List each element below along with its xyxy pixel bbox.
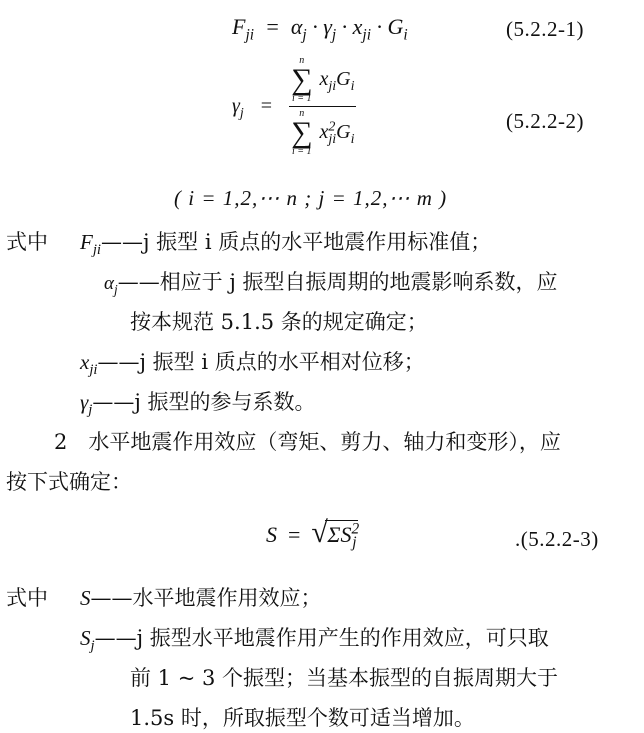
- where-label-1: 式中: [6, 230, 48, 254]
- equation-5-2-2-3: S = √ $\Sigma S^2_j$: [266, 516, 360, 552]
- def-fji: $F_{ji}——j$ 振型 i 质点的水平地震作用标准值；: [80, 230, 492, 259]
- def-sj: $S_j——j$ 振型水平地震作用产生的作用效应，可只取: [80, 626, 549, 655]
- equation-number-3: .(5.2.2-3): [515, 527, 599, 551]
- equation-5-2-2-1: $F_{ji} = \alpha_j \cdot \gamma_j \cdot x_{ji} \cdot G_i$: [232, 14, 408, 44]
- def-sj-text-2: 前 1 ~ 3 个振型；当基本振型的自振周期大于: [130, 666, 559, 690]
- def-gammaj: $\gamma_j——j$ 振型的参与系数。: [80, 390, 316, 419]
- def-xji-text: ——j 振型 i 质点的水平相对位移；: [97, 350, 425, 374]
- def-fji-text: ——j 振型 i 质点的水平地震作用标准值；: [101, 230, 492, 254]
- equation-number-2: (5.2.2-2): [506, 109, 584, 133]
- def-sj-text-1: ——j 振型水平地震作用产生的作用效应，可只取: [94, 626, 549, 650]
- where-label-2: 式中: [6, 586, 48, 610]
- def-s-text: ——水平地震作用效应；: [90, 586, 322, 610]
- paragraph-2-line-1: 2 水平地震作用效应（弯矩、剪力、轴力和变形），应: [54, 430, 561, 454]
- def-s: S——水平地震作用效应；: [80, 586, 322, 610]
- def-sj-text-3: 1.5s 时，所取振型个数可适当增加。: [130, 706, 475, 730]
- paragraph-2-line-2: 按下式确定：: [6, 470, 132, 494]
- equation-5-2-2-2: $\gamma_j$ = n ∑ i = 1 $x_{ji}G_i$ n ∑ i = 1 $x^2_{ji}G_i$: [232, 55, 355, 157]
- def-aj: $\alpha_j——$相应于 j 振型自振周期的地震影响系数，应: [104, 270, 558, 297]
- def-gammaj-text: ——j 振型的参与系数。: [92, 390, 316, 414]
- def-aj-text-1: ——相应于 j 振型自振周期的地震影响系数，应: [117, 270, 558, 294]
- equation-number-1: (5.2.2-1): [506, 17, 584, 41]
- def-aj-text-2: 按本规范 5.1.5 条的规定确定；: [130, 310, 428, 334]
- index-range: ( i = 1,2,⋯ n ; j = 1,2,⋯ m ): [174, 186, 448, 210]
- def-xji: $x_{ji}——j$ 振型 i 质点的水平相对位移；: [80, 350, 425, 379]
